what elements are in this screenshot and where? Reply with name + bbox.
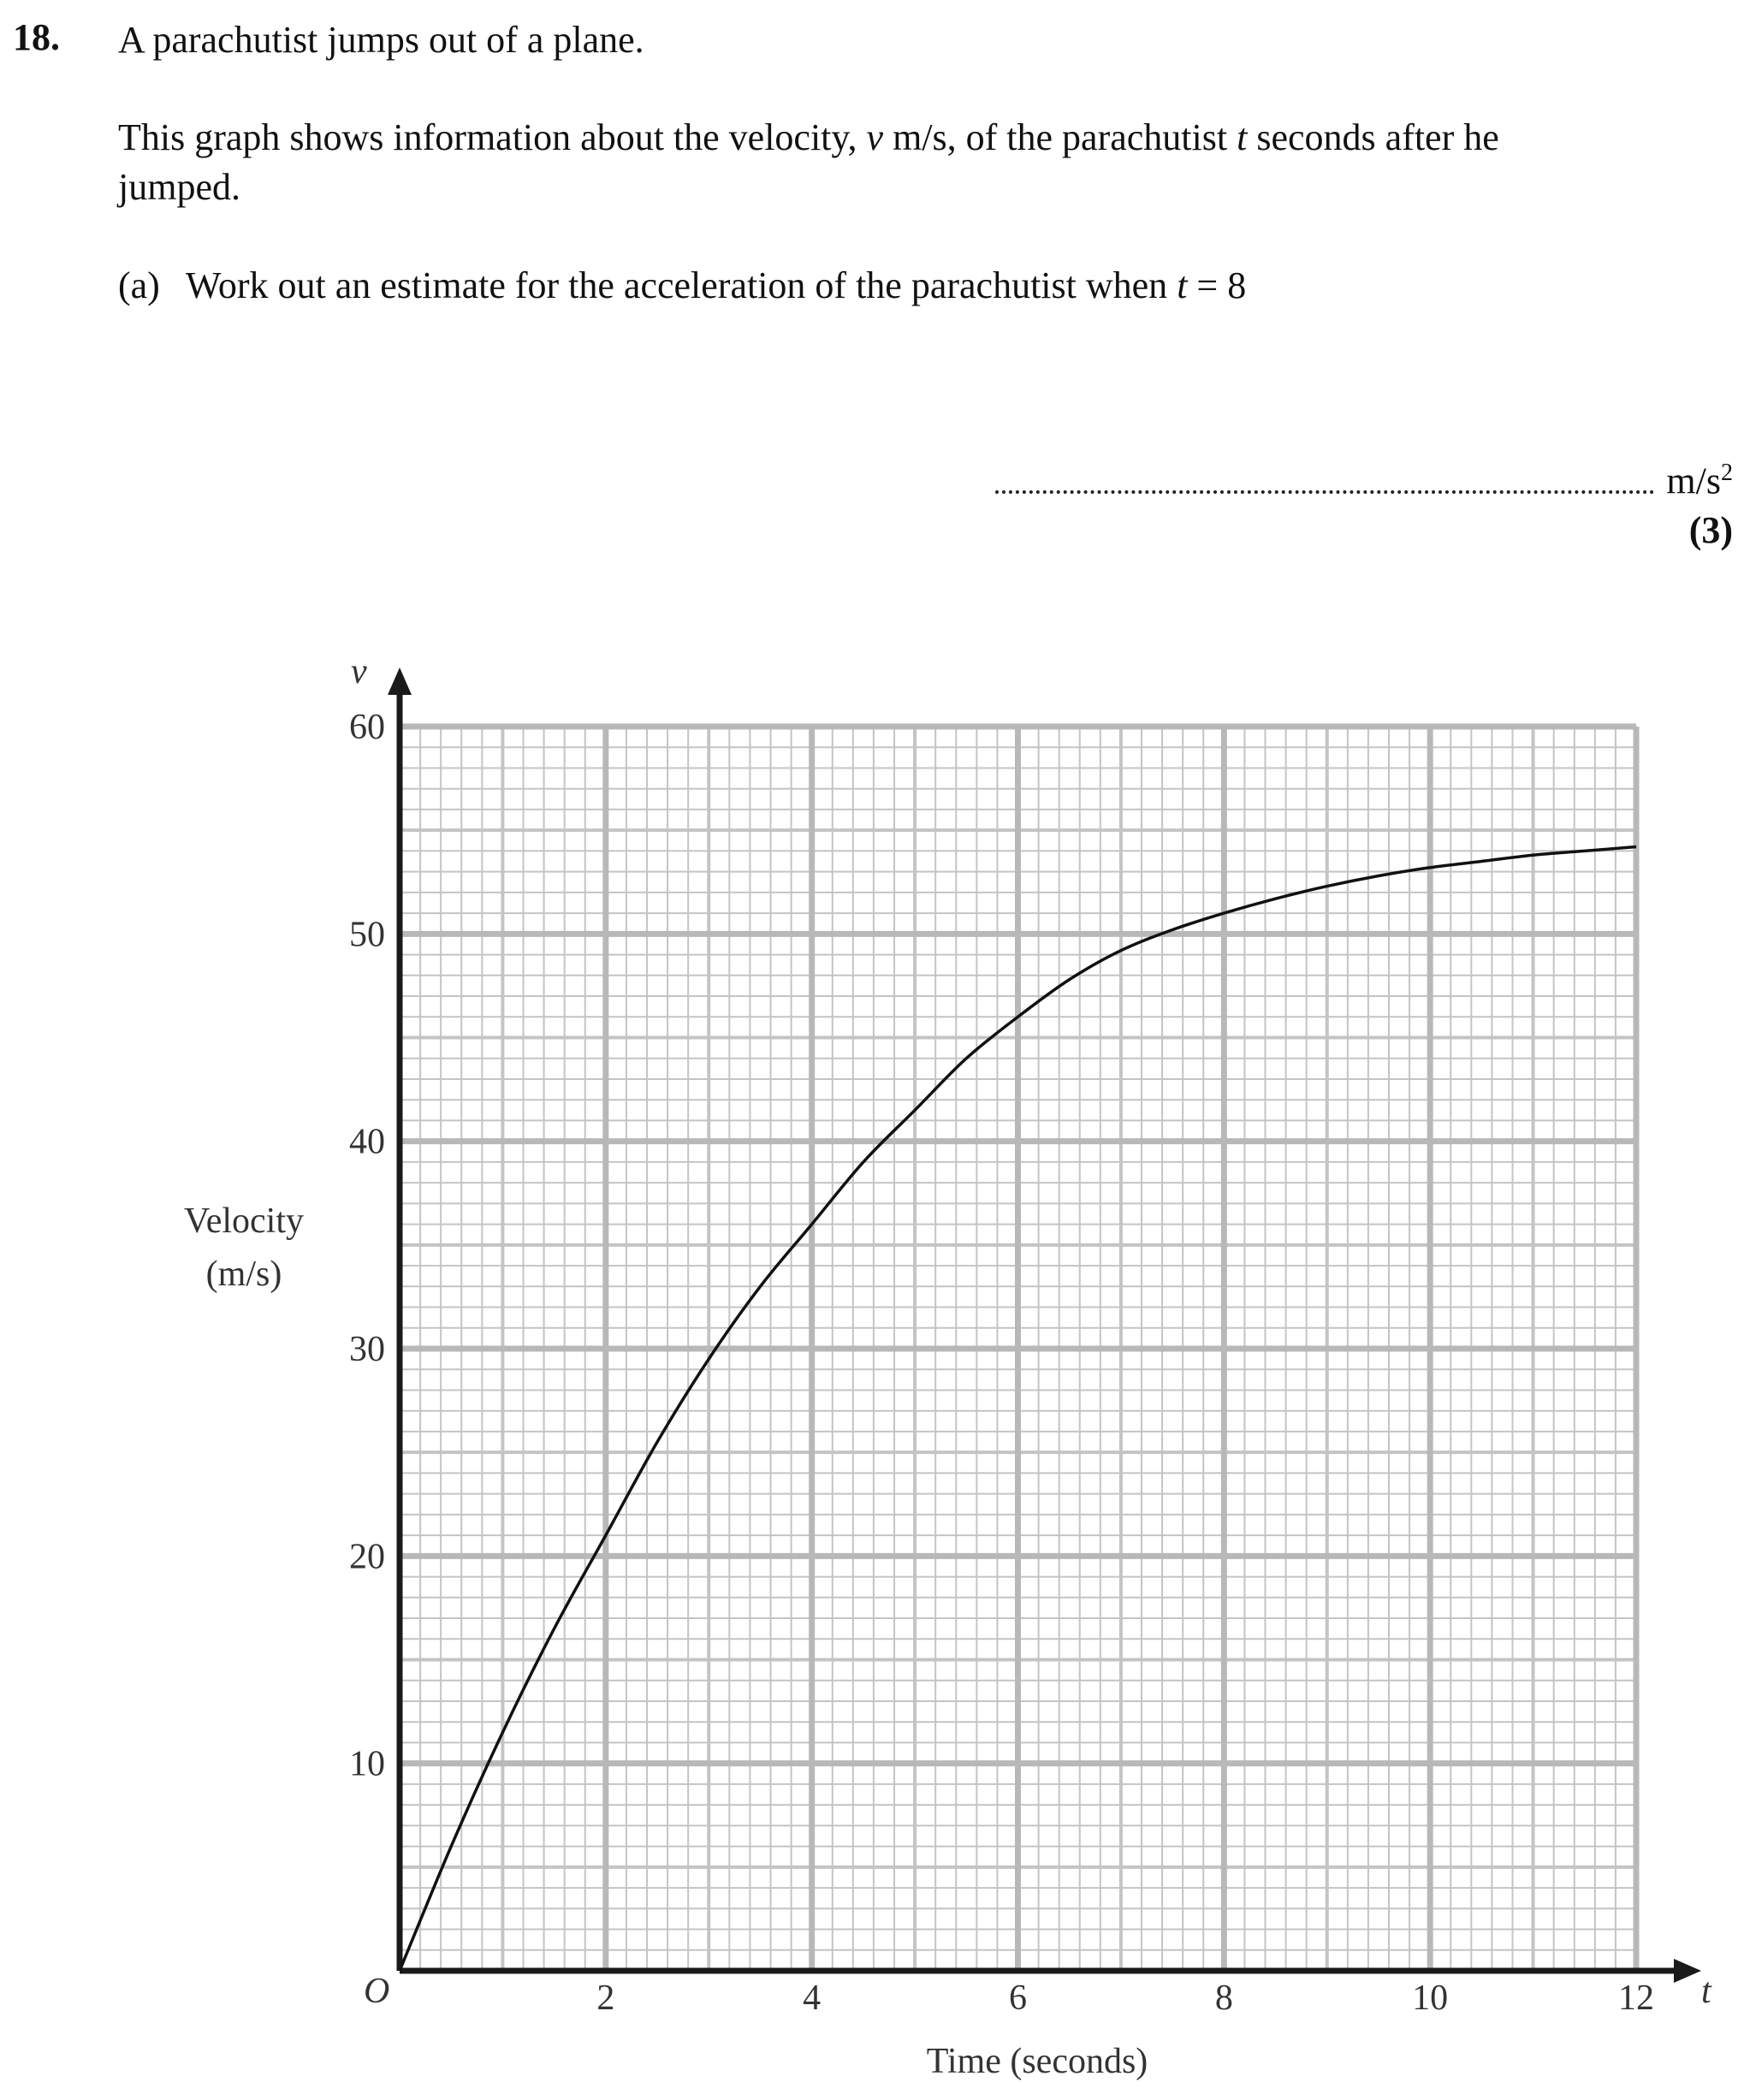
x-axis-symbol: t xyxy=(1701,1972,1711,2011)
y-tick-label: 30 xyxy=(349,1330,385,1369)
x-axis-label: Time (seconds) xyxy=(926,2042,1148,2081)
y-axis-arrow xyxy=(388,667,412,695)
y-tick-label: 20 xyxy=(349,1537,385,1577)
answer-unit: m/s xyxy=(1666,460,1721,502)
question-intro: A parachutist jumps out of a plane. xyxy=(118,19,644,61)
question-description-line-2: jumped. xyxy=(118,166,240,208)
x-tick-label: 2 xyxy=(596,1978,615,2018)
y-axis-symbol: v xyxy=(351,652,367,691)
origin-label: O xyxy=(364,1972,390,2011)
answer-unit-superscript: 2 xyxy=(1721,460,1733,486)
y-tick-label: 10 xyxy=(349,1744,385,1784)
y-axis-label-line2: (m/s) xyxy=(205,1255,282,1294)
y-tick-label: 50 xyxy=(349,915,385,955)
x-axis-arrow xyxy=(1674,1959,1701,1983)
y-tick-label: 40 xyxy=(349,1122,385,1162)
marks-label: (3) xyxy=(1688,509,1733,551)
part-a-question: (a) Work out an estimate for the acceleration of the parachutist when t = 8 xyxy=(118,264,1247,306)
question-description-line-1: This graph shows information about the velocity, v m/s, of the parachutist t seconds after he xyxy=(118,116,1499,158)
y-tick-label: 60 xyxy=(349,708,385,747)
part-a-label: (a) xyxy=(118,264,160,306)
x-tick-label: 4 xyxy=(803,1978,822,2018)
x-tick-label: 12 xyxy=(1618,1978,1654,2018)
question-number: 18. xyxy=(13,16,60,58)
x-tick-label: 6 xyxy=(1009,1978,1027,2018)
x-tick-label: 8 xyxy=(1214,1978,1233,2018)
x-tick-label: 10 xyxy=(1412,1978,1449,2018)
y-axis-label-line1: Velocity xyxy=(184,1201,304,1241)
